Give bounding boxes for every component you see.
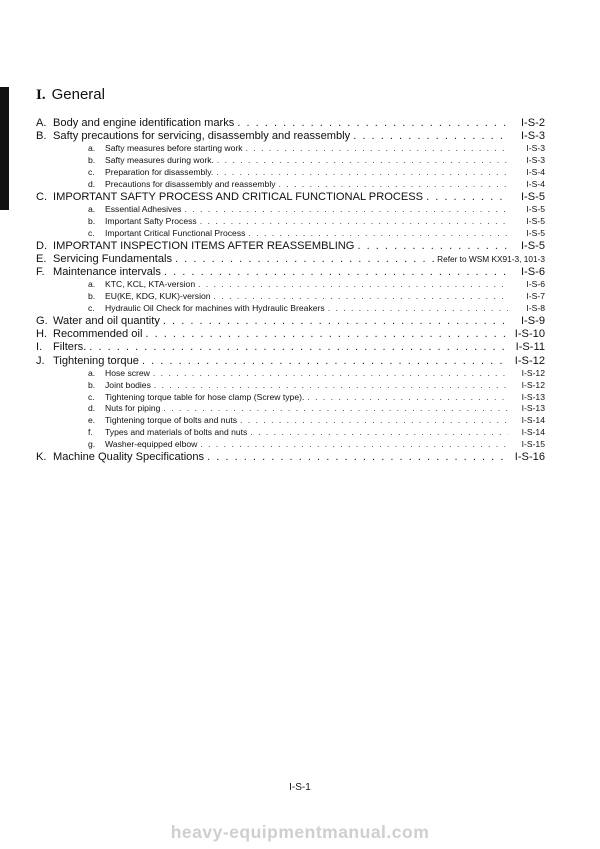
toc-marker: d. xyxy=(88,179,96,190)
toc-page-number: I-S-5 xyxy=(526,227,545,238)
toc-title: Tightening torque of bolts and nuts xyxy=(105,415,238,426)
toc-subentry[interactable] xyxy=(36,279,545,291)
toc-leader-dots xyxy=(142,355,508,368)
toc-marker: d. xyxy=(88,403,96,414)
toc-leader-dots xyxy=(248,228,508,240)
page-number: I-S-1 xyxy=(289,782,311,793)
toc-page-number: I-S-12 xyxy=(521,367,545,378)
toc-marker: I. xyxy=(36,341,43,354)
toc-title: Body and engine identification marks xyxy=(53,117,235,129)
toc-title: Filters. xyxy=(53,341,87,354)
toc-page-number: I-S-5 xyxy=(520,190,545,203)
toc-title: Precautions for disassembly and reassembly xyxy=(105,179,276,190)
toc-leader-dots xyxy=(163,403,508,415)
toc-page-number: I-S-12 xyxy=(521,379,545,390)
toc-marker: c. xyxy=(88,167,95,178)
toc-subentry[interactable] xyxy=(36,439,545,451)
toc-title: Washer-equipped elbow xyxy=(105,439,198,450)
toc-marker: c. xyxy=(88,391,95,402)
toc-leader-dots xyxy=(353,130,508,143)
toc-entry[interactable] xyxy=(36,266,545,279)
watermark: heavy-equipmentmanual.com xyxy=(170,822,430,842)
toc-title: Maintenance intervals xyxy=(53,266,161,279)
page-title xyxy=(36,86,105,104)
toc-title: Important Critical Functional Process xyxy=(105,227,246,238)
toc-leader-dots xyxy=(246,143,508,155)
toc-subentry[interactable] xyxy=(36,167,545,179)
toc-subentry[interactable] xyxy=(36,380,545,392)
toc-leader-dots xyxy=(198,279,508,291)
toc-marker: B. xyxy=(36,130,47,143)
toc-title: Hose screw xyxy=(105,367,150,378)
toc-marker: J. xyxy=(36,354,45,367)
section-title-text: General xyxy=(51,86,105,103)
toc-marker: f. xyxy=(88,427,93,438)
table-of-contents xyxy=(36,117,545,464)
toc-title: Machine Quality Specifications xyxy=(53,451,205,464)
toc-subentry[interactable] xyxy=(36,303,545,315)
toc-leader-dots xyxy=(250,427,508,439)
toc-title: Safty measures before starting work xyxy=(105,143,243,154)
toc-marker: E. xyxy=(36,252,47,265)
toc-page-number: I-S-6 xyxy=(520,266,545,279)
toc-entry[interactable] xyxy=(36,130,545,143)
toc-entry[interactable] xyxy=(36,451,545,464)
toc-title: Joint bodies xyxy=(105,379,151,390)
toc-leader-dots xyxy=(164,266,508,279)
toc-title: IMPORTANT INSPECTION ITEMS AFTER REASSEMBLING xyxy=(53,239,355,252)
toc-subentry[interactable] xyxy=(36,368,545,380)
toc-marker: G. xyxy=(36,315,48,328)
toc-marker: c. xyxy=(88,227,95,238)
toc-marker: F. xyxy=(36,266,45,279)
toc-marker: b. xyxy=(88,379,96,390)
toc-marker: a. xyxy=(88,143,96,154)
toc-leader-dots xyxy=(237,117,508,130)
toc-subentry[interactable] xyxy=(36,291,545,303)
toc-page-number: I-S-11 xyxy=(515,341,545,354)
toc-marker: A. xyxy=(36,117,47,129)
toc-marker: g. xyxy=(88,439,96,450)
toc-leader-dots xyxy=(184,204,508,216)
toc-page-number: I-S-12 xyxy=(514,354,545,367)
toc-page-number: I-S-13 xyxy=(521,403,545,414)
toc-marker: a. xyxy=(88,279,96,290)
toc-leader-dots xyxy=(154,380,508,392)
toc-subentry[interactable] xyxy=(36,155,545,167)
toc-leader-dots xyxy=(89,341,508,354)
toc-subentry[interactable] xyxy=(36,392,545,404)
toc-page-number: I-S-10 xyxy=(514,328,545,341)
toc-title: Servicing Fundamentals xyxy=(53,252,173,265)
toc-page-number: I-S-9 xyxy=(520,315,545,328)
toc-marker: D. xyxy=(36,239,48,252)
toc-title: Essential Adhesives xyxy=(105,204,182,215)
toc-leader-dots xyxy=(357,240,508,253)
toc-leader-dots xyxy=(200,439,508,451)
toc-title: Important Safty Process xyxy=(105,216,197,227)
toc-leader-dots xyxy=(328,303,508,315)
toc-reference: Refer to WSM KX91-3, 101-3 xyxy=(437,253,545,264)
toc-page-number: I-S-2 xyxy=(520,117,545,129)
toc-title: EU(KE, KDG, KUK)-version xyxy=(105,291,211,302)
toc-subentry[interactable] xyxy=(36,228,545,240)
toc-leader-dots xyxy=(200,216,508,228)
toc-page-number: I-S-4 xyxy=(526,167,545,178)
toc-page-number: I-S-3 xyxy=(520,130,545,143)
toc-subentry[interactable] xyxy=(36,204,545,216)
toc-title: Water and oil quantity xyxy=(53,315,160,328)
toc-leader-dots xyxy=(426,191,508,204)
toc-title: Tightening torque xyxy=(53,354,139,367)
toc-page-number: I-S-13 xyxy=(521,391,545,402)
toc-page-number: I-S-3 xyxy=(526,155,545,166)
toc-title: Tightening torque table for hose clamp (Screw type). xyxy=(105,391,305,402)
section-number: I. xyxy=(36,87,46,103)
toc-page-number: I-S-5 xyxy=(526,204,545,215)
toc-title: Nuts for piping xyxy=(105,403,161,414)
toc-marker: C. xyxy=(36,190,48,203)
toc-page-number: I-S-14 xyxy=(521,415,545,426)
toc-subentry[interactable] xyxy=(36,415,545,427)
toc-leader-dots xyxy=(145,328,508,341)
toc-subentry[interactable] xyxy=(36,179,545,191)
toc-leader-dots xyxy=(207,451,508,464)
toc-page-number: I-S-6 xyxy=(526,279,545,290)
toc-page-number: I-S-16 xyxy=(514,451,545,464)
toc-marker: e. xyxy=(88,415,96,426)
toc-page-number: I-S-8 xyxy=(526,303,545,314)
toc-entry[interactable] xyxy=(36,355,545,368)
toc-marker: b. xyxy=(88,216,96,227)
toc-leader-dots xyxy=(153,368,508,380)
toc-marker: b. xyxy=(88,155,96,166)
toc-title: Recommended oil xyxy=(53,328,143,341)
toc-page-number: I-S-7 xyxy=(526,291,545,302)
toc-title: KTC, KCL, KTA-version xyxy=(105,279,196,290)
toc-marker: K. xyxy=(36,451,47,464)
toc-subentry[interactable] xyxy=(36,403,545,415)
toc-subentry[interactable] xyxy=(36,216,545,228)
toc-title: Hydraulic Oil Check for machines with Hydraulic Breakers xyxy=(105,303,325,314)
toc-leader-dots xyxy=(163,315,508,328)
toc-entry[interactable] xyxy=(36,315,545,328)
toc-marker: a. xyxy=(88,204,96,215)
toc-entry[interactable] xyxy=(36,117,545,130)
toc-marker: a. xyxy=(88,367,96,378)
toc-leader-dots xyxy=(175,253,434,266)
toc-page-number: I-S-3 xyxy=(526,143,545,154)
toc-entry[interactable] xyxy=(36,341,545,354)
toc-leader-dots xyxy=(217,155,508,167)
toc-marker: H. xyxy=(36,328,48,341)
toc-page-number: I-S-5 xyxy=(526,216,545,227)
toc-entry[interactable] xyxy=(36,253,545,266)
toc-subentry[interactable] xyxy=(36,427,545,439)
toc-title: Types and materials of bolts and nuts xyxy=(105,427,248,438)
toc-title: Safty precautions for servicing, disassembly and reassembly xyxy=(53,130,351,143)
toc-entry[interactable] xyxy=(36,191,545,204)
section-tab-marker xyxy=(0,87,9,210)
toc-leader-dots xyxy=(307,392,508,404)
toc-title: IMPORTANT SAFTY PROCESS AND CRITICAL FUNCTIONAL PROCESS xyxy=(53,190,424,203)
toc-page-number: I-S-14 xyxy=(521,427,545,438)
toc-entry[interactable] xyxy=(36,240,545,253)
toc-marker: c. xyxy=(88,303,95,314)
toc-subentry[interactable] xyxy=(36,143,545,155)
toc-leader-dots xyxy=(240,415,508,427)
toc-leader-dots xyxy=(214,291,508,303)
toc-leader-dots xyxy=(216,167,508,179)
toc-page-number: I-S-15 xyxy=(521,439,545,450)
toc-marker: b. xyxy=(88,291,96,302)
toc-title: Safty measures during work. xyxy=(105,155,214,166)
toc-title: Preparation for disassembly. xyxy=(105,167,214,178)
toc-page-number: I-S-4 xyxy=(526,179,545,190)
toc-page-number: I-S-5 xyxy=(520,239,545,252)
toc-entry[interactable] xyxy=(36,328,545,341)
toc-leader-dots xyxy=(279,179,508,191)
